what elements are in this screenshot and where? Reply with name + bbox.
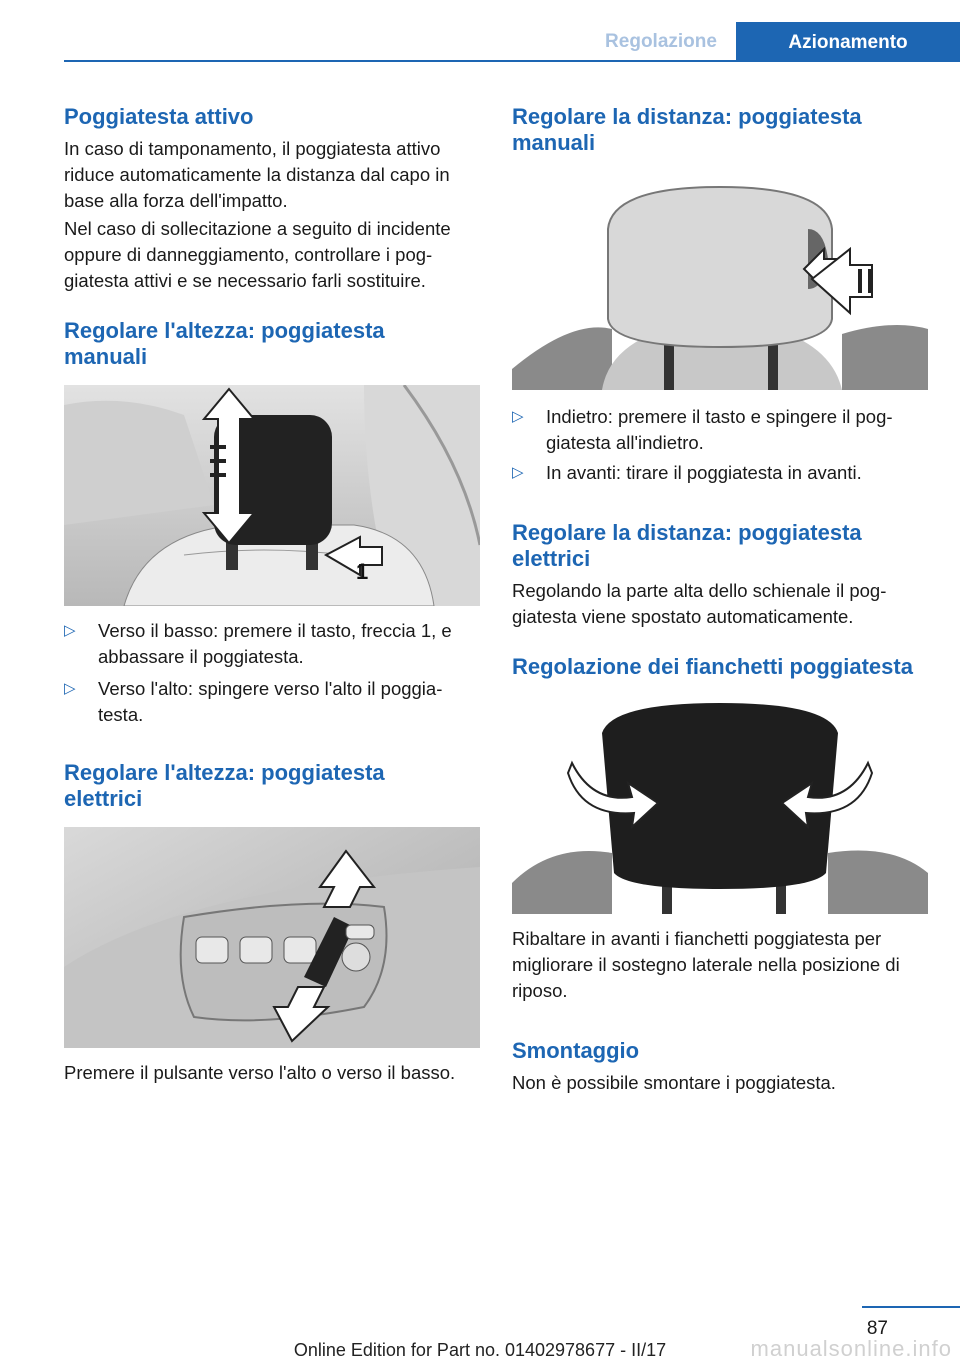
caption-side-wings: Ribaltare in avanti i fianchetti poggiatesta per migliorare il sostegno laterale nella posizione di riposo. bbox=[512, 928, 900, 1001]
list-item-backward: ▷ Indietro: premere il tasto e spingere il pog‐giatesta all'indietro. bbox=[512, 406, 893, 453]
figure-callout-1: 1 bbox=[356, 559, 369, 584]
list-item-up: ▷ Verso l'alto: spingere verso l'alto il poggia‐testa. bbox=[64, 678, 443, 725]
list-item-forward: ▷ In avanti: tirare il poggiatesta in avanti. bbox=[512, 460, 932, 486]
paragraph-removal: Non è possibile smontare i poggiatesta. bbox=[512, 1072, 836, 1093]
caption-height-electric: Premere il pulsante verso l'alto o verso il basso. bbox=[64, 1062, 456, 1083]
section-title-removal: Smontaggio bbox=[512, 1038, 640, 1063]
section-title-side-wings: Regolazione dei fianchetti poggiatesta bbox=[512, 654, 913, 679]
bullet-arrow-icon: ▷ bbox=[512, 408, 524, 425]
section-title-distance-electric: Regolare la distanza: poggiatesta elettrici bbox=[512, 520, 862, 571]
tab-regolazione[interactable]: Regolazione bbox=[605, 31, 717, 52]
section-title-height-electric: Regolare l'altezza: poggiatesta elettrici bbox=[64, 760, 385, 811]
section-title-active-headrest: Poggiatesta attivo bbox=[64, 104, 254, 129]
figure-height-electric bbox=[64, 827, 480, 1048]
tab-azionamento[interactable]: Azionamento bbox=[736, 22, 960, 62]
section-title-height-manual: Regolare l'altezza: poggiatesta manuali bbox=[64, 318, 385, 369]
watermark: manualsonline.info bbox=[750, 1336, 952, 1361]
bullet-arrow-icon: ▷ bbox=[512, 464, 524, 481]
bullet-arrow-icon: ▷ bbox=[64, 680, 76, 697]
figure-side-wings bbox=[512, 693, 928, 914]
footer-rule bbox=[862, 1306, 960, 1308]
paragraph-active-1: In caso di tamponamento, il poggiatesta attivo riduce automaticamente la distanza dal capo in base alla forza dell'impatto. bbox=[64, 138, 450, 211]
paragraph-active-2: Nel caso di sollecitazione a seguito di incidente oppure di danneggiamento, controllare i pog‐giatesta attivi e se necessario farli sostituire. bbox=[64, 218, 451, 291]
bullet-arrow-icon: ▷ bbox=[64, 622, 76, 639]
list-item-down: ▷ Verso il basso: premere il tasto, freccia 1, e abbassare il poggiatesta. bbox=[64, 620, 452, 667]
figure-height-manual bbox=[64, 385, 480, 606]
figure-distance-manual bbox=[512, 169, 928, 390]
page-number: 87 bbox=[866, 1318, 888, 1339]
section-title-distance-manual: Regolare la distanza: poggiatesta manuali bbox=[512, 104, 862, 155]
paragraph-distance-electric: Regolando la parte alta dello schienale il pog‐giatesta viene spostato automaticamente. bbox=[512, 580, 887, 627]
edition-footer: Online Edition for Part no. 01402978677 - II/17 bbox=[293, 1340, 667, 1360]
